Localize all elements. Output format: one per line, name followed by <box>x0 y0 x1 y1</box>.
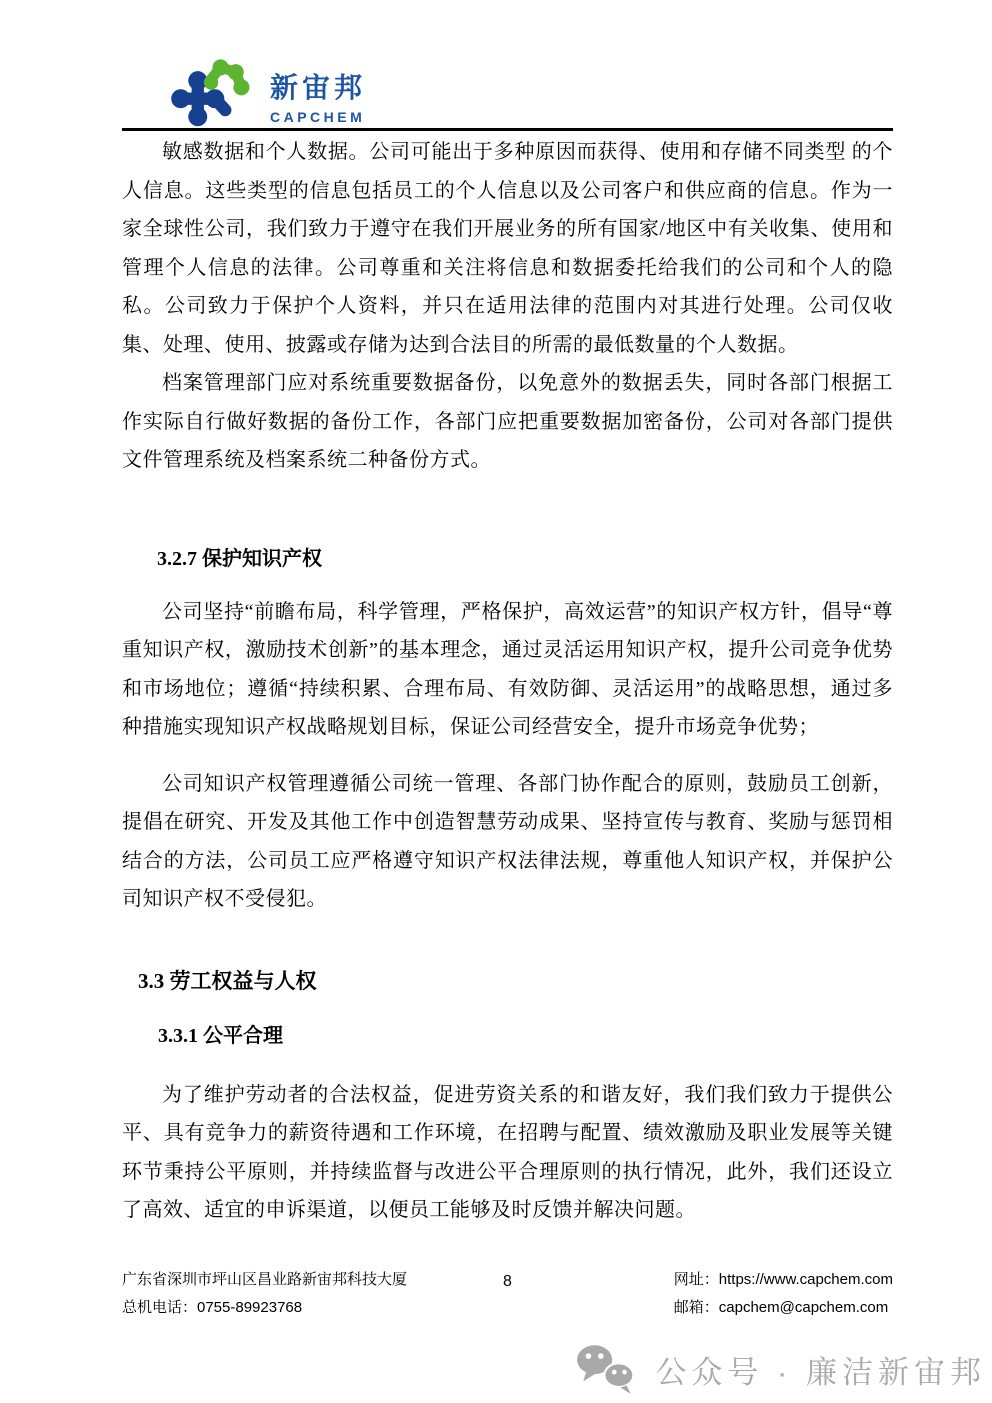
molecule-logo-icon <box>168 56 256 130</box>
logo-text <box>270 66 366 125</box>
paragraph-backup: 档案管理部门应对系统重要数据备份，以免意外的数据丢失，同时各部门根据工作实际自行做好数据的备份工作，各部门应把重要数据加密备份，公司对各部门提供文件管理系统及档案系统二种备份方式。 <box>122 372 893 471</box>
heading-3-2-7: 3.2.7 保护知识产权 <box>157 547 322 570</box>
document-body <box>122 133 893 1230</box>
capchem-logo <box>168 56 366 130</box>
heading-3-3-1: 3.3.1 公平合理 <box>158 1024 283 1047</box>
footer-address: 广东省深圳市坪山区昌业路新宙邦科技大厦 <box>122 1271 408 1288</box>
paragraph-ip-policy: 公司坚持“前瞻布局，科学管理，严格保护，高效运营”的知识产权方针，倡导“尊重知识产权，激励技术创新”的基本理念，通过灵活运用知识产权，提升公司竞争优势和市场地位；遵循“持续积累、合理布局、有效防御、灵活运用”的战略思想，通过多种措施实现知识产权战略规划目标，保证公司经营安全，提升市场竞争优势； <box>122 600 893 738</box>
footer-phone: 总机电话：0755-89923768 <box>122 1299 303 1316</box>
wechat-account-badge <box>575 1342 986 1396</box>
brand-name-cn: 新宙邦 <box>270 71 367 103</box>
header-divider <box>122 128 893 131</box>
page-footer <box>122 1266 893 1322</box>
paragraph-ip-management: 公司知识产权管理遵循公司统一管理、各部门协作配合的原则，鼓励员工创新，提倡在研究、开发及其他工作中创造智慧劳动成果、坚持宣传与教育、奖励与惩罚相结合的方法，公司员工应严格遵守知识产权法律法规，尊重他人知识产权，并保护公司知识产权不受侵犯。 <box>122 772 893 910</box>
wechat-icon <box>575 1342 639 1396</box>
footer-contact-right <box>674 1266 893 1322</box>
paragraph-sensitive-data: 敏感数据和个人数据。公司可能出于多种原因而获得、使用和存储不同类型 的个人信息。这些类型的信息包括员工的个人信息以及公司客户和供应商的信息。作为一家全球性公司，我们致力于遵守在我们开展业务的所有国家/地区中有关收集、使用和管理个人信息的法律。公司尊重和关注将信息和数据委托给我们的公司和个人的隐私。公司致力于保护个人资料，并只在适用法律的范围内对其进行处理。公司仅收集、处理、使用、披露或存储为达到合法目的所需的最低数量的个人数据。 <box>122 141 893 356</box>
heading-3-3: 3.3 劳工权益与人权 <box>138 968 317 993</box>
footer-email: 邮箱：capchem@capchem.com <box>673 1299 889 1316</box>
wechat-account-label: 公众号 · 廉洁新宙邦 <box>655 1354 986 1390</box>
footer-contact-left <box>122 1266 407 1322</box>
footer-website: 网址：https://www.capchem.com <box>673 1271 893 1288</box>
brand-name-en: CAPCHEM <box>270 108 366 125</box>
page-number: 8 <box>503 1273 512 1290</box>
paragraph-fairness: 为了维护劳动者的合法权益，促进劳资关系的和谐友好，我们我们致力于提供公平、具有竞争力的薪资待遇和工作环境，在招聘与配置、绩效激励及职业发展等关键环节秉持公平原则，并持续监督与改进公平合理原则的执行情况，此外，我们还设立了高效、适宜的申诉渠道，以便员工能够及时反馈并解决问题。 <box>122 1083 893 1221</box>
